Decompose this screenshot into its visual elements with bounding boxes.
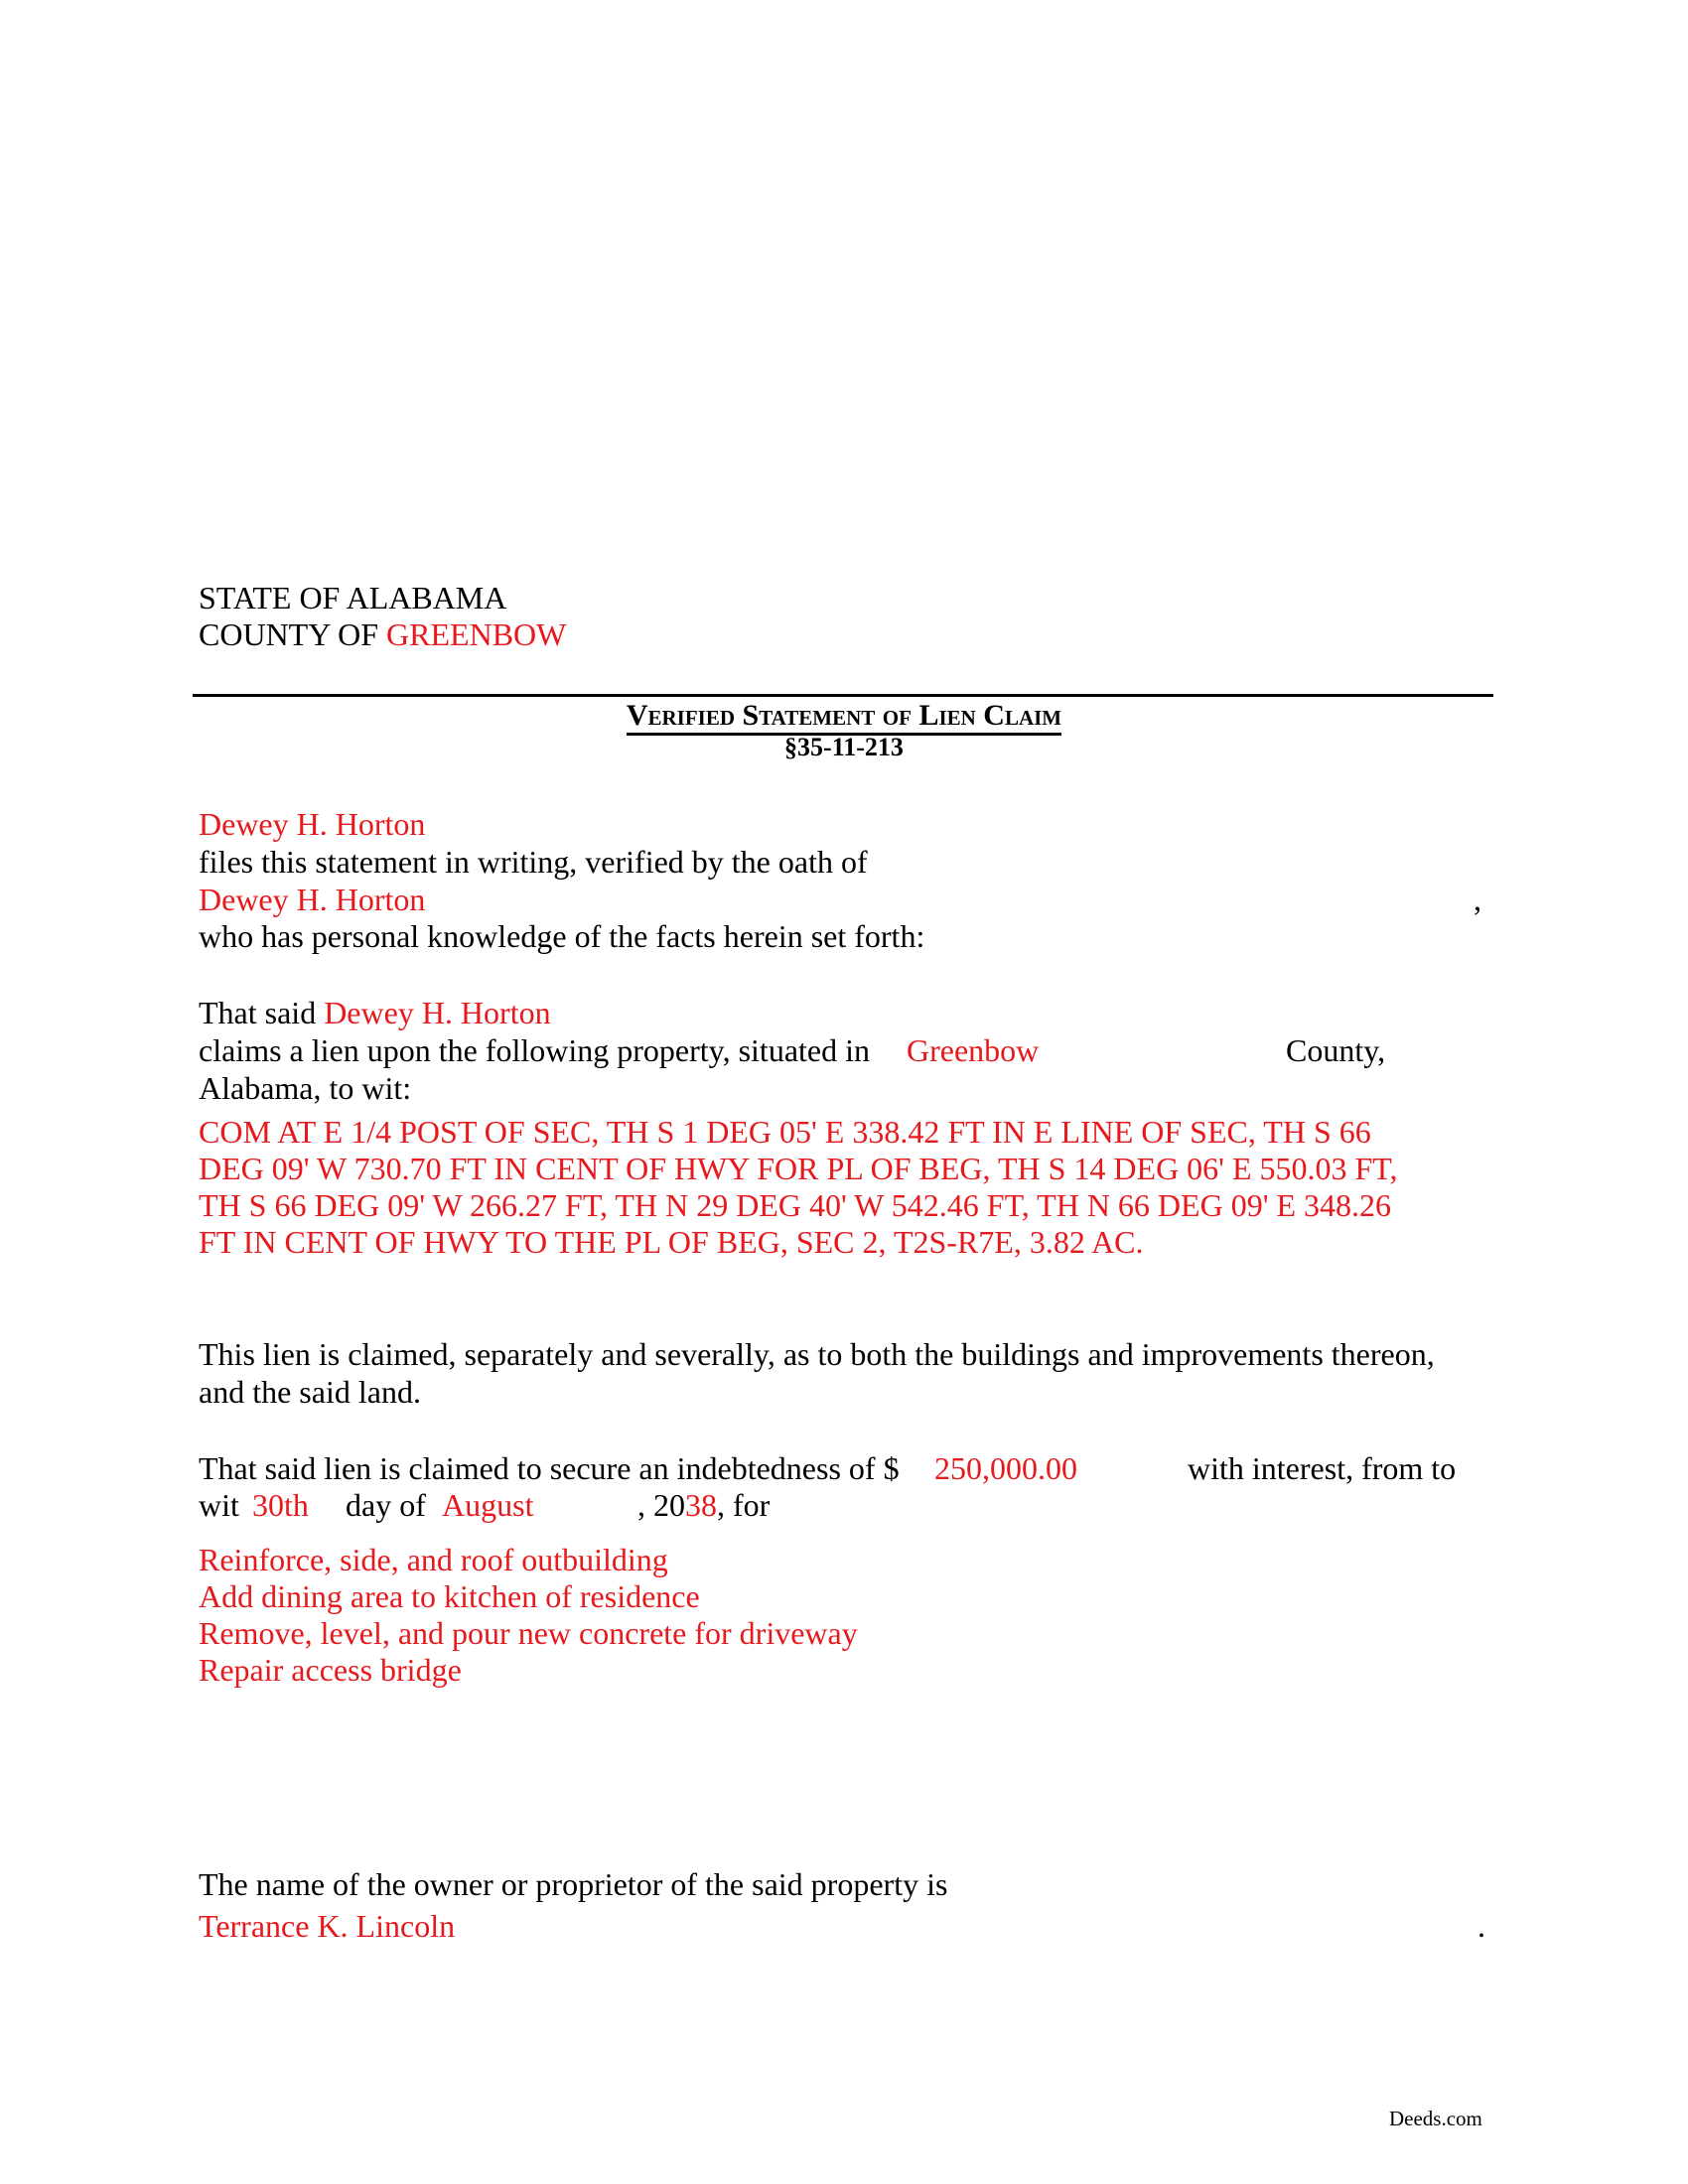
work-item: Reinforce, side, and roof outbuilding [199,1542,668,1577]
legal-description [199,1114,1489,1261]
knowledge-text: who has personal knowledge of the facts herein set forth: [199,918,925,954]
state-to-wit: Alabama, to wit: [199,1070,412,1106]
lien-scope-line1: This lien is claimed, separately and severally, as to both the buildings and improvements thereon, [199,1336,1435,1372]
that-said-label: That said [199,995,317,1030]
state-heading: STATE OF ALABAMA [199,580,507,615]
claimant-name: Dewey H. Horton [199,806,426,842]
year-prefix: , 20 [637,1487,685,1523]
legal-line: COM AT E 1/4 POST OF SEC, TH S 1 DEG 05' E 338.42 FT IN E LINE OF SEC, TH S 66 [199,1114,1371,1150]
verifier-comma: , [1474,882,1481,917]
legal-line: FT IN CENT OF HWY TO THE PL OF BEG, SEC 2, T2S-R7E, 3.82 AC. [199,1224,1144,1260]
county-heading [199,616,566,652]
property-county: Greenbow [907,1032,1040,1068]
owner-label: The name of the owner or proprietor of the said property is [199,1866,948,1902]
wit-label: wit [199,1487,239,1523]
indebtedness-amount: 250,000.00 [934,1450,1077,1486]
county-label: County, [1286,1032,1386,1068]
footer-brand: Deeds.com [1389,2107,1482,2130]
statute-section: §35-11-213 [784,733,904,761]
owner-period: . [1477,1908,1485,1944]
interest-text: with interest, from to [1188,1450,1457,1486]
document-title [0,699,1688,733]
work-item: Add dining area to kitchen of residence [199,1578,700,1614]
for-label: , for [717,1487,771,1523]
interest-month: August [442,1487,534,1523]
verifier-name: Dewey H. Horton [199,882,426,917]
work-item: Repair access bridge [199,1652,462,1688]
header-divider [193,694,1493,697]
files-statement-text: files this statement in writing, verified by the oath of [199,844,868,880]
owner-name: Terrance K. Lincoln [199,1908,456,1944]
interest-day: 30th [252,1487,309,1523]
interest-year [637,1487,770,1523]
lien-scope-line2: and the said land. [199,1374,421,1410]
work-item: Remove, level, and pour new concrete for driveway [199,1615,858,1651]
property-claimant-name: Dewey H. Horton [324,995,551,1030]
legal-line: DEG 09' W 730.70 FT IN CENT OF HWY FOR PL OF BEG, TH S 14 DEG 06' E 550.03 FT, [199,1151,1398,1186]
legal-line: TH S 66 DEG 09' W 266.27 FT, TH N 29 DEG 40' W 542.46 FT, TH N 66 DEG 09' E 348.26 [199,1187,1391,1223]
claims-lien-text: claims a lien upon the following property, situated in [199,1032,870,1068]
county-name: GREENBOW [386,616,567,652]
day-of-label: day of [346,1487,426,1523]
indebtedness-text: That said lien is claimed to secure an indebtedness of $ [199,1450,900,1486]
county-prefix: COUNTY OF [199,616,379,652]
that-said-line [199,995,551,1030]
document-title-text: Verified Statement of Lien Claim [627,699,1061,736]
year-suffix: 38 [685,1487,717,1523]
